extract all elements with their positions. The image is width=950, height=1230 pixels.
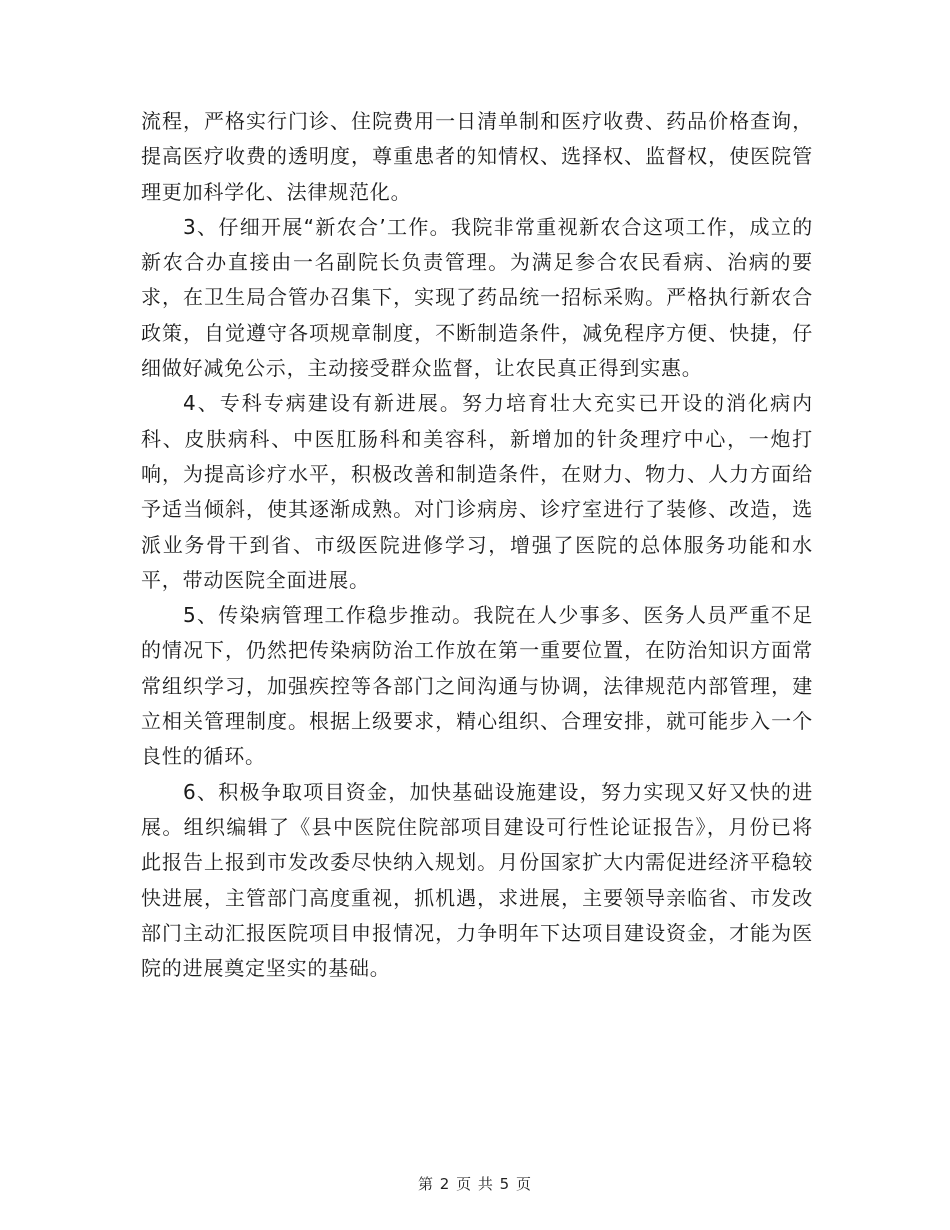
paragraph-item-4-specialty-construction: 4、专科专病建设有新进展。努力培育壮大充实已开设的消化病内科、皮肤病科、中医肛肠科和美容科，新增加的针灸理疗中心，一炮打响，为提高诊疗水平，积极改善和制造条件，在财力、物力、人力方面给予适当倾斜，使其逐渐成熟。对门诊病房、诊疗室进行了装修、改造，选派业务骨干到省、市级医院进修学习，增强了医院的总体服务功能和水平，带动医院全面进展。 [141,391,813,592]
paragraph-item-6-project-funding: 6、积极争取项目资金，加快基础设施建设，努力实现又好又快的进展。组织编辑了《县中医院住院部项目建设可行性论证报告》，月份已将此报告上报到市发改委尽快纳入规划。月份国家扩大内需促进经济平稳较快进展，主管部门高度重视，抓机遇，求进展，主要领导亲临省、市发改部门主动汇报医院项目申报情况，力争明年下达项目建设资金，才能为医院的进展奠定坚实的基础。 [141,779,813,981]
paragraph-continuation: 流程，严格实行门诊、住院费用一日清单制和医疗收费、药品价格查询，提高医疗收费的透明度，尊重患者的知情权、选择权、监督权，使医院管理更加科学化、法律规范化。 [141,109,813,204]
page-number-label: 第 2 页 共 5 页 [418,1175,532,1193]
document-body [141,104,813,986]
paragraph-item-5-infectious-disease: 5、传染病管理工作稳步推动。我院在人少事多、医务人员严重不足的情况下，仍然把传染病防治工作放在第一重要位置，在防治知识方面常常组织学习，加强疾控等各部门之间沟通与协调，法律规范内部管理，建立相关管理制度。根据上级要求，精心组织、合理安排，就可能步入一个良性的循环。 [141,603,813,769]
paragraph-item-3-new-rural-cooperative: 3、仔细开展“新农合’工作。我院非常重视新农合这项工作，成立的新农合办直接由一名副院长负责管理。为满足参合农民看病、治病的要求，在卫生局合管办召集下，实现了药品统一招标采购。严格执行新农合政策，自觉遵守各项规章制度，不断制造条件，减免程序方便、快捷，仔细做好减免公示，主动接受群众监督，让农民真正得到实惠。 [141,214,813,381]
page-footer [0,1173,950,1194]
